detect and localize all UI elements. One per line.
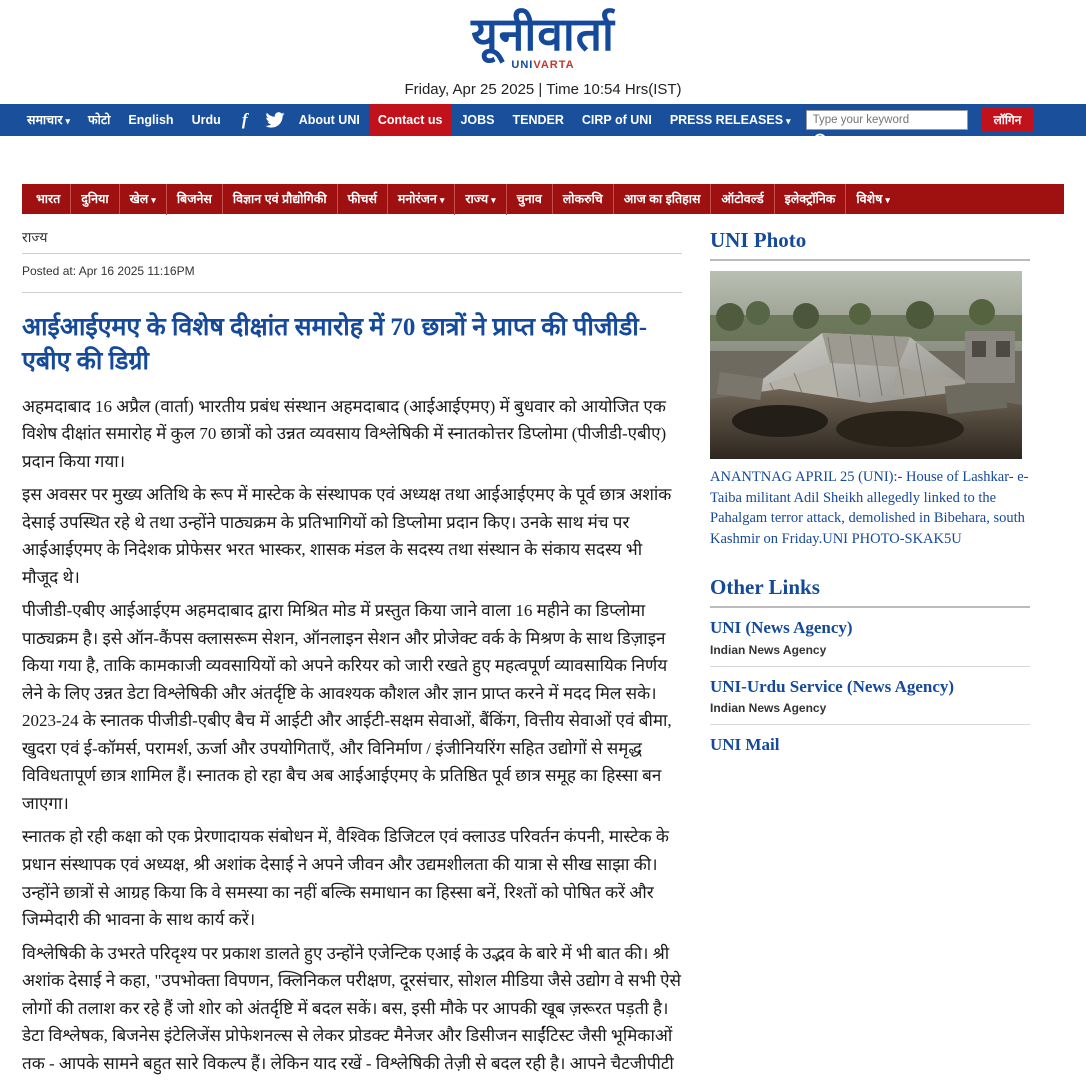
list-item[interactable]: [710, 725, 1030, 764]
chevron-down-icon: ▾: [151, 194, 156, 205]
category-navigation-bar: [22, 184, 1064, 214]
nav-item-about-uni[interactable]: About UNI: [298, 113, 360, 127]
top-navigation-bar: [0, 104, 1086, 136]
list-item[interactable]: [710, 608, 1030, 666]
uni-photo-caption: ANANTNAG APRIL 25 (UNI):- House of Lashkar- e- Taiba militant Adil Sheikh allegedly linked to the Pahalgam terror attack, demolished in Bibehara, south Kashmir on Friday.UNI PHOTO-SKAK5U: [710, 469, 1029, 547]
search-input[interactable]: [806, 110, 968, 130]
chevron-down-icon: ▾: [885, 194, 890, 205]
site-logo[interactable]: यूनीवार्ता: [471, 9, 615, 60]
other-link-title[interactable]: UNI Mail: [710, 735, 780, 755]
nav-item-english[interactable]: English: [128, 113, 174, 127]
current-datetime: Friday, Apr 25 2025 | Time 10:54 Hrs(IST): [404, 81, 682, 98]
nav-item-urdu[interactable]: Urdu: [191, 113, 221, 127]
category-rajya[interactable]: राज्य ▾: [455, 184, 506, 215]
article-paragraph: विश्लेषिकी के उभरते परिदृश्य पर प्रकाश डालते हुए उन्होंने एजेन्टिक एआई के उद्भव के बारे में भी बात की। श्री अशांक देसाई ने कहा, "उपभोक्ता विपणन, क्लिनिकल परीक्षण, दूरसंचार, सोशल मीडिया जैसे उद्योग वे सभी ऐसे लोगों की तलाश कर रहे हैं जो शोर को अंतर्दृष्टि में बदल सकें। बस, इसी मौके पर आपकी खूब ज़रूरत पड़ती है। डेटा विश्लेषक, बिजनेस इंटेलिजेंस प्रोफेशनल्स से लेकर प्रोडक्ट मैनेजर और डिसीजन साईंटिस्ट जैसी भूमिकाओं तक - आपके सामने बहुत सारे विकल्प हैं। लेकिन याद रखें - विश्लेषिकी तेज़ी से बदल रही है। आपने चैटजीपीटी: [22, 943, 681, 1073]
search-container: [806, 110, 968, 130]
category-science-technology[interactable]: विज्ञान एवं प्रौद्योगिकी: [223, 184, 338, 214]
nav-item-samachar[interactable]: समाचार ▾: [27, 112, 70, 127]
category-electronic[interactable]: इलेक्ट्रॉनिक: [775, 184, 847, 214]
article-paragraph: स्नातक हो रही कक्षा को एक प्रेरणादायक संबोधन में, वैश्विक डिजिटल एवं क्लाउड परिवर्तन कंपनी, मास्टेक के प्रधान संस्थापक एवं अध्यक्ष, श्री अशांक देसाई ने अपने जीवन और उद्यमशीलता की यात्रा से सीख साझा की। उन्होंने छात्रों से आग्रह किया कि वे समस्या का नहीं बल्कि समाधान का हिस्सा बनें, रिश्तों को पोषित करें और जिम्मेदारी की भावना के साथ कार्य करें।: [22, 827, 669, 930]
nav-item-photo[interactable]: फोटो: [87, 113, 111, 127]
article-body: [22, 393, 682, 1078]
logo-varta-text: VARTA: [533, 59, 575, 71]
category-bharat[interactable]: भारत: [26, 184, 71, 214]
page-content: [0, 214, 1086, 1083]
posted-timestamp: Posted at: Apr 16 2025 11:16PM: [22, 264, 682, 293]
category-duniya[interactable]: दुनिया: [71, 184, 119, 214]
category-chunav[interactable]: चुनाव: [507, 184, 553, 214]
login-button[interactable]: लॉगिन: [982, 108, 1034, 132]
other-link-subtitle: Indian News Agency: [710, 642, 827, 657]
nav-item-cirp-of-uni[interactable]: CIRP of UNI: [581, 113, 652, 127]
logo-uni-text: UNI: [511, 59, 534, 71]
list-item[interactable]: [710, 667, 1030, 725]
search-icon[interactable]: [812, 132, 832, 152]
chevron-down-icon: ▾: [65, 115, 70, 126]
sidebar-column: [710, 228, 1030, 1083]
chevron-down-icon: ▾: [786, 115, 791, 126]
other-link-subtitle: Indian News Agency: [710, 701, 827, 716]
nav-item-press-releases[interactable]: PRESS RELEASES ▾: [669, 112, 791, 127]
category-bar-wrapper: [0, 136, 1086, 214]
category-autoworld[interactable]: ऑटोवर्ल्ड: [711, 184, 774, 214]
article-paragraph: अहमदाबाद 16 अप्रैल (वार्ता) भारतीय प्रबंध संस्थान अहमदाबाद (आईआईएमए) में बुधवार को आयोजित एक विशेष दीक्षांत समारोह में कुल 70 छात्रों को उन्नत व्यवसाय विश्लेषिकी में स्नातकोत्तर डिप्लोमा (पीजीडी-एबीए) प्रदान किया गया।: [22, 396, 667, 471]
category-business[interactable]: बिजनेस: [167, 184, 223, 214]
category-khel[interactable]: खेल ▾: [120, 184, 167, 215]
page-title: आईआईएमए के विशेष दीक्षांत समारोह में 70 छात्रों ने प्राप्त की पीजीडी-एबीए की डिग्री: [22, 314, 648, 375]
uni-photo-image[interactable]: [710, 271, 1022, 459]
site-logo-subtitle: [0, 59, 1086, 71]
other-link-title[interactable]: UNI (News Agency): [710, 618, 853, 638]
category-aaj-ka-itihas[interactable]: आज का इतिहास: [614, 184, 712, 214]
chevron-down-icon: ▾: [491, 194, 496, 205]
category-lokruchi[interactable]: लोकरुचि: [553, 184, 614, 214]
chevron-down-icon: ▾: [439, 194, 445, 205]
category-entertainment[interactable]: मनोरंजन ▾: [388, 184, 456, 215]
masthead: [0, 0, 1086, 104]
article-paragraph: पीजीडी-एबीए आईआईएम अहमदाबाद द्वारा मिश्रित मोड में प्रस्तुत किया जाने वाला 16 महीने का डिप्लोमा पाठ्यक्रम है। इसे ऑन-कैंपस क्लासरूम सेशन, ऑनलाइन सेशन और प्रोजेक्ट वर्क के मिश्रण के साथ डिज़ाइन किया गया है, ताकि कामकाजी व्यवसायियों को अपने करियर को जारी रखते हुए महत्वपूर्ण व्यावसायिक निर्णय लेने के लिए उन्नत डेटा विश्लेषिकी और अंतर्दृष्टि के आवश्यक कौशल और ज्ञान प्राप्त करने में मदद मिल सके। 2023-24 के स्नातक पीजीडी-एबीए बैच में आईटी और आईटी-सक्षम सेवाओं, बैंकिंग, वित्तीय सेवाओं एवं बीमा, खुदरा एवं ई-कॉमर्स, परामर्श, ऊर्जा और उपयोगिताएँ, और विनिर्माण / इंजीनियरिंग सहित उद्योगों से समृद्ध विविधतापूर्ण छात्र शामिल हैं। स्नातक हो रहा बैच अब आईआईएमए के प्रतिष्ठित पूर्व छात्र समूह का हिस्सा बन जाएगा।: [22, 601, 672, 813]
nav-item-tender[interactable]: TENDER: [512, 113, 564, 127]
other-link-title[interactable]: UNI-Urdu Service (News Agency): [710, 676, 955, 696]
article-paragraph: इस अवसर पर मुख्य अतिथि के रूप में मास्टेक के संस्थापक एवं अध्यक्ष तथा आईआईएमए के पूर्व छात्र अशांक देसाई उपस्थित रहे थे तथा उन्होंने पाठ्यक्रम के प्रतिभागियों को डिप्लोमा प्रदान किए। उनके साथ मंच पर आईआईएमए के निदेशक प्रोफेसर भरत भास्कर, शासक मंडल के सदस्य तथा संस्थान के संकाय सदस्य भी मौजूद थे।: [22, 485, 672, 587]
category-vishesh[interactable]: विशेष ▾: [856, 191, 890, 206]
breadcrumb: राज्य: [22, 228, 682, 254]
twitter-icon[interactable]: [264, 109, 286, 131]
other-links-heading: Other Links: [710, 575, 1030, 608]
uni-photo-heading: UNI Photo: [710, 228, 1030, 261]
nav-item-jobs[interactable]: JOBS: [460, 113, 495, 127]
nav-item-contact-us[interactable]: Contact us: [369, 104, 452, 136]
article-column: [22, 228, 682, 1083]
facebook-icon[interactable]: f: [241, 110, 248, 129]
category-features[interactable]: फीचर्स: [338, 184, 388, 214]
